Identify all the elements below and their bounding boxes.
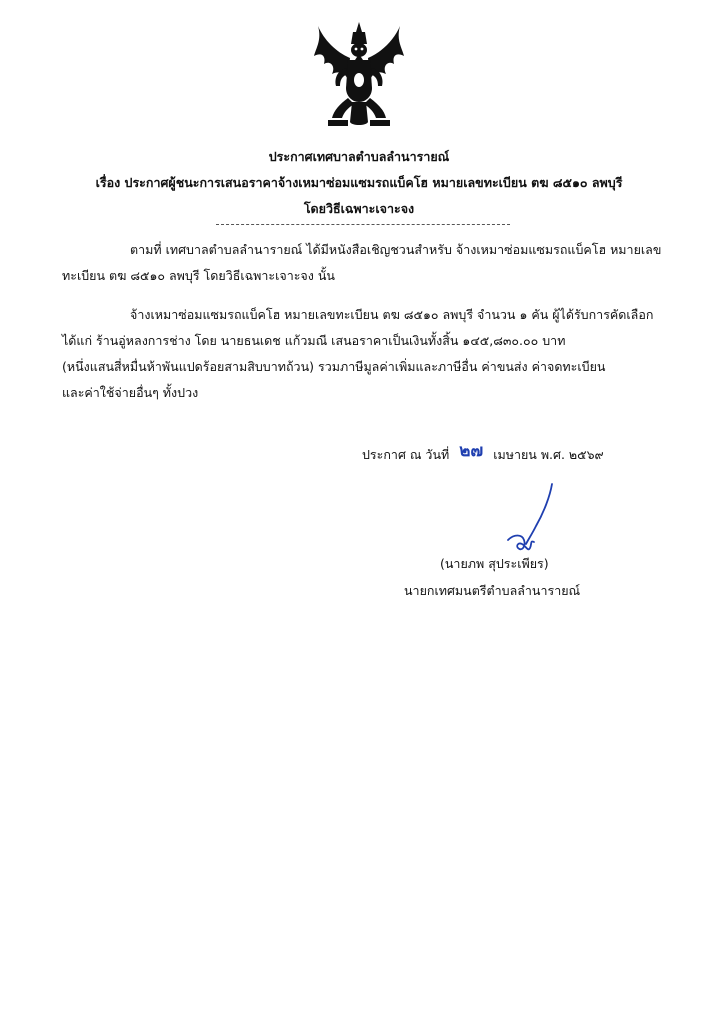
announcement-date [362, 440, 604, 467]
body-line: ตามที่ เทศบาลตำบลลำนารายณ์ ได้มีหนังสือเชิญชวนสำหรับ จ้างเหมาซ่อมแซมรถแบ็คโฮ หมายเลข [130, 242, 662, 257]
procurement-method: โดยวิธีเฉพาะเจาะจง [303, 201, 415, 216]
document-subject: เรื่อง ประกาศผู้ชนะการเสนอราคาจ้างเหมาซ่อมแซมรถแบ็คโฮ หมายเลขทะเบียน ตฆ ๘๕๑๐ ลพบุรี [95, 175, 623, 190]
announcement-date-prefix: ประกาศ ณ วันที่ [362, 447, 450, 462]
document-heading: ประกาศเทศบาลตำบลลำนารายณ์ [268, 149, 450, 164]
garuda-emblem-icon [312, 22, 406, 128]
body-line: จ้างเหมาซ่อมแซมรถแบ็คโฮ หมายเลขทะเบียน ตฆ ๘๕๑๐ ลพบุรี จำนวน ๑ คัน ผู้ได้รับการคัดเลือก [130, 307, 654, 322]
handwritten-signature-icon [500, 482, 570, 562]
announcement-month-year: เมษายน พ.ศ. ๒๕๖๙ [493, 447, 604, 462]
signer-name: (นายภพ สุประเพียร) [440, 556, 549, 571]
body-line: และค่าใช้จ่ายอื่นๆ ทั้งปวง [62, 385, 199, 400]
body-line: (หนึ่งแสนสี่หมื่นห้าพันแปดร้อยสามสิบบาทถ้วน) รวมภาษีมูลค่าเพิ่มและภาษีอื่น ค่าขนส่ง ค่าจดทะเบียน [62, 359, 606, 374]
body-line: ทะเบียน ตฆ ๘๕๑๐ ลพบุรี โดยวิธีเฉพาะเจาะจง นั้น [62, 268, 335, 283]
heading-divider [216, 224, 510, 225]
body-line: ได้แก่ ร้านอู่หลงการช่าง โดย นายธนเดช แก้วมณี เสนอราคาเป็นเงินทั้งสิ้น ๑๔๕,๘๓๐.๐๐ บาท [62, 333, 566, 348]
announcement-day: ๒๗ [459, 441, 484, 461]
signer-title: นายกเทศมนตรีตำบลลำนารายณ์ [404, 583, 581, 598]
